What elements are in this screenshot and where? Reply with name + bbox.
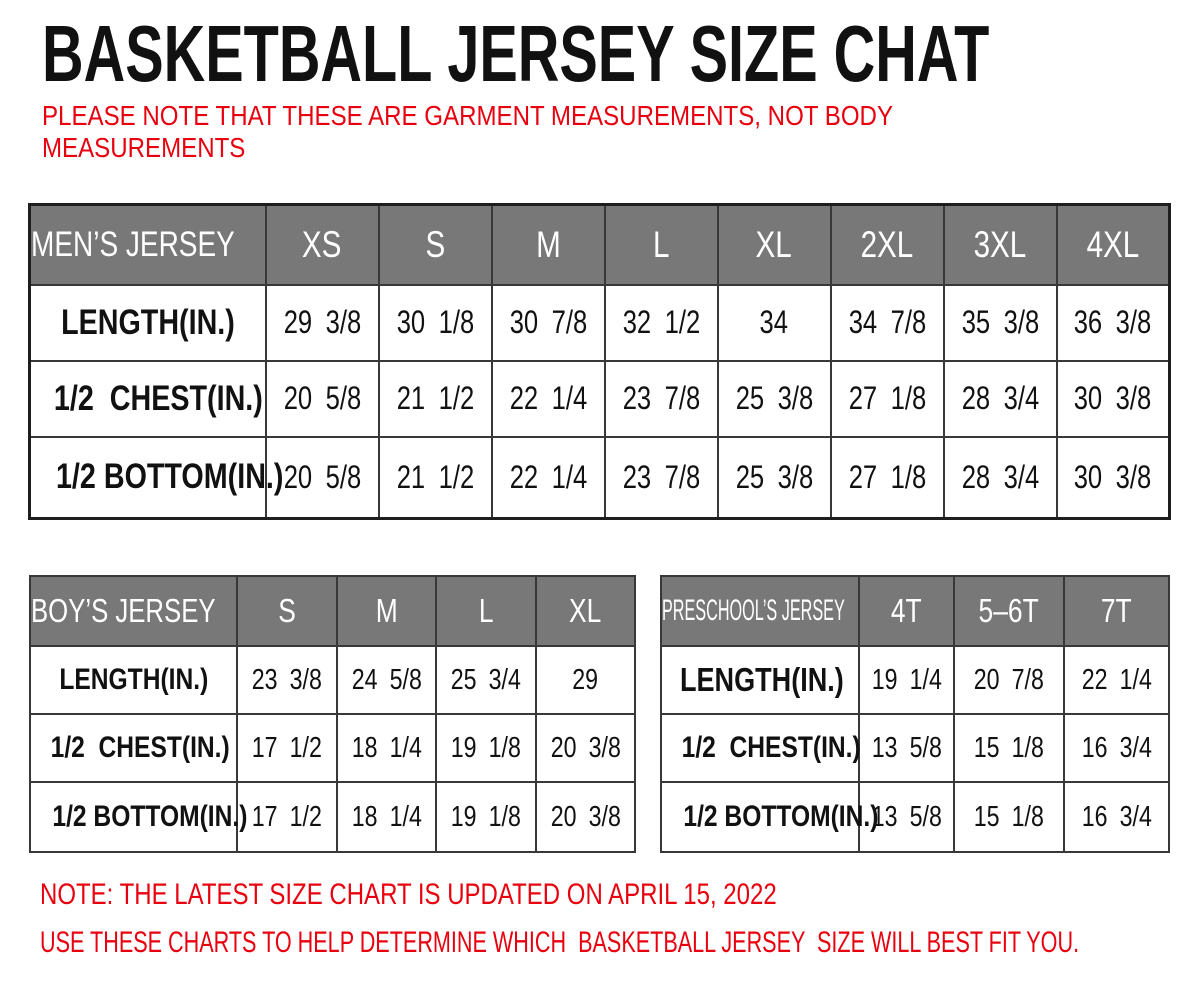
size-value: 20 5/8 xyxy=(266,361,379,437)
size-column-header: L xyxy=(605,205,718,285)
size-value: 30 1/8 xyxy=(379,285,492,361)
size-value: 22 1/4 xyxy=(492,361,605,437)
measurement-row-chest xyxy=(30,714,635,782)
mens-size-table xyxy=(28,203,1171,520)
size-value: 19 1/8 xyxy=(436,714,536,782)
row-label: 1/2 BOTTOM(IN.) xyxy=(30,782,237,852)
size-value: 30 7/8 xyxy=(492,285,605,361)
measurement-row-length xyxy=(30,285,1170,361)
boys-table-title: BOY’S JERSEY xyxy=(31,592,216,629)
measurement-row-bottom xyxy=(30,437,1170,519)
size-value: 15 1/8 xyxy=(954,782,1064,852)
size-value: 18 1/4 xyxy=(337,782,436,852)
size-value: 21 1/2 xyxy=(379,437,492,519)
size-column-header: XL xyxy=(536,576,635,646)
header-note xyxy=(42,100,1032,164)
row-label: LENGTH(IN.) xyxy=(661,646,859,714)
measurement-row-bottom xyxy=(661,782,1169,852)
mens-header-row xyxy=(30,205,1170,285)
measurement-row-length xyxy=(661,646,1169,714)
size-column-header: 5–6T xyxy=(954,576,1064,646)
size-value: 23 3/8 xyxy=(237,646,337,714)
row-label: LENGTH(IN.) xyxy=(30,285,266,361)
size-value: 28 3/4 xyxy=(944,361,1057,437)
size-value: 29 xyxy=(536,646,635,714)
size-value: 23 7/8 xyxy=(605,361,718,437)
size-value: 20 5/8 xyxy=(266,437,379,519)
size-column-header: 4T xyxy=(859,576,954,646)
size-value: 23 7/8 xyxy=(605,437,718,519)
size-value: 36 3/8 xyxy=(1057,285,1170,361)
footer-note-1: NOTE: THE LATEST SIZE CHART IS UPDATED ON APRIL 15, 2022 xyxy=(40,878,777,911)
size-value: 15 1/8 xyxy=(954,714,1064,782)
size-value: 34 7/8 xyxy=(831,285,944,361)
size-value: 28 3/4 xyxy=(944,437,1057,519)
size-column-header: 7T xyxy=(1064,576,1169,646)
size-value: 25 3/8 xyxy=(718,437,831,519)
boys-header-row xyxy=(30,576,635,646)
size-value: 30 3/8 xyxy=(1057,361,1170,437)
size-value: 25 3/4 xyxy=(436,646,536,714)
size-value: 17 1/2 xyxy=(237,714,337,782)
row-label: 1/2 CHEST(IN.) xyxy=(661,714,859,782)
size-value: 18 1/4 xyxy=(337,714,436,782)
size-value: 19 1/8 xyxy=(436,782,536,852)
mens-table-title: MEN’S JERSEY xyxy=(31,224,235,264)
size-column-header: M xyxy=(337,576,436,646)
row-label: 1/2 CHEST(IN.) xyxy=(30,361,266,437)
boys-table-title-cell xyxy=(30,576,237,646)
preschool-table-title-cell xyxy=(661,576,859,646)
row-label: 1/2 BOTTOM(IN.) xyxy=(30,437,266,519)
size-column-header: S xyxy=(379,205,492,285)
header-note-line1: PLEASE NOTE THAT THESE ARE GARMENT MEASUREMENTS, NOT BODY xyxy=(42,100,894,131)
size-column-header: M xyxy=(492,205,605,285)
size-column-header: 2XL xyxy=(831,205,944,285)
preschool-header-row xyxy=(661,576,1169,646)
measurement-row-length xyxy=(30,646,635,714)
size-value: 24 5/8 xyxy=(337,646,436,714)
size-value: 35 3/8 xyxy=(944,285,1057,361)
size-value: 13 5/8 xyxy=(859,714,954,782)
size-value: 27 1/8 xyxy=(831,437,944,519)
measurement-row-chest xyxy=(661,714,1169,782)
size-value: 20 3/8 xyxy=(536,714,635,782)
size-value: 32 1/2 xyxy=(605,285,718,361)
size-value: 34 xyxy=(718,285,831,361)
size-value: 13 5/8 xyxy=(859,782,954,852)
size-value: 20 7/8 xyxy=(954,646,1064,714)
size-column-header: L xyxy=(436,576,536,646)
size-value: 20 3/8 xyxy=(536,782,635,852)
row-label: 1/2 CHEST(IN.) xyxy=(30,714,237,782)
row-label: 1/2 BOTTOM(IN.) xyxy=(661,782,859,852)
size-column-header: 3XL xyxy=(944,205,1057,285)
size-value: 17 1/2 xyxy=(237,782,337,852)
footer-note-2: USE THESE CHARTS TO HELP DETERMINE WHICH BASKETBALL JERSEY SIZE WILL BEST FIT YOU. xyxy=(40,926,1080,959)
page-title-text: BASKETBALL JERSEY SIZE CHAT xyxy=(42,9,990,98)
preschool-table-title: PRESCHOOL’S JERSEY xyxy=(662,594,845,627)
measurement-row-bottom xyxy=(30,782,635,852)
measurement-row-chest xyxy=(30,361,1170,437)
size-value: 19 1/4 xyxy=(859,646,954,714)
size-column-header: S xyxy=(237,576,337,646)
page-title xyxy=(42,9,1200,98)
size-value: 22 1/4 xyxy=(1064,646,1169,714)
size-value: 29 3/8 xyxy=(266,285,379,361)
size-column-header: 4XL xyxy=(1057,205,1170,285)
boys-size-table xyxy=(29,575,636,853)
size-value: 22 1/4 xyxy=(492,437,605,519)
size-value: 27 1/8 xyxy=(831,361,944,437)
size-value: 16 3/4 xyxy=(1064,714,1169,782)
size-value: 25 3/8 xyxy=(718,361,831,437)
size-column-header: XS xyxy=(266,205,379,285)
size-value: 30 3/8 xyxy=(1057,437,1170,519)
mens-table-title-cell xyxy=(30,205,266,285)
size-value: 16 3/4 xyxy=(1064,782,1169,852)
preschool-size-table xyxy=(660,575,1170,853)
row-label: LENGTH(IN.) xyxy=(30,646,237,714)
header-note-line2: MEASUREMENTS xyxy=(42,132,246,163)
size-value: 21 1/2 xyxy=(379,361,492,437)
size-column-header: XL xyxy=(718,205,831,285)
